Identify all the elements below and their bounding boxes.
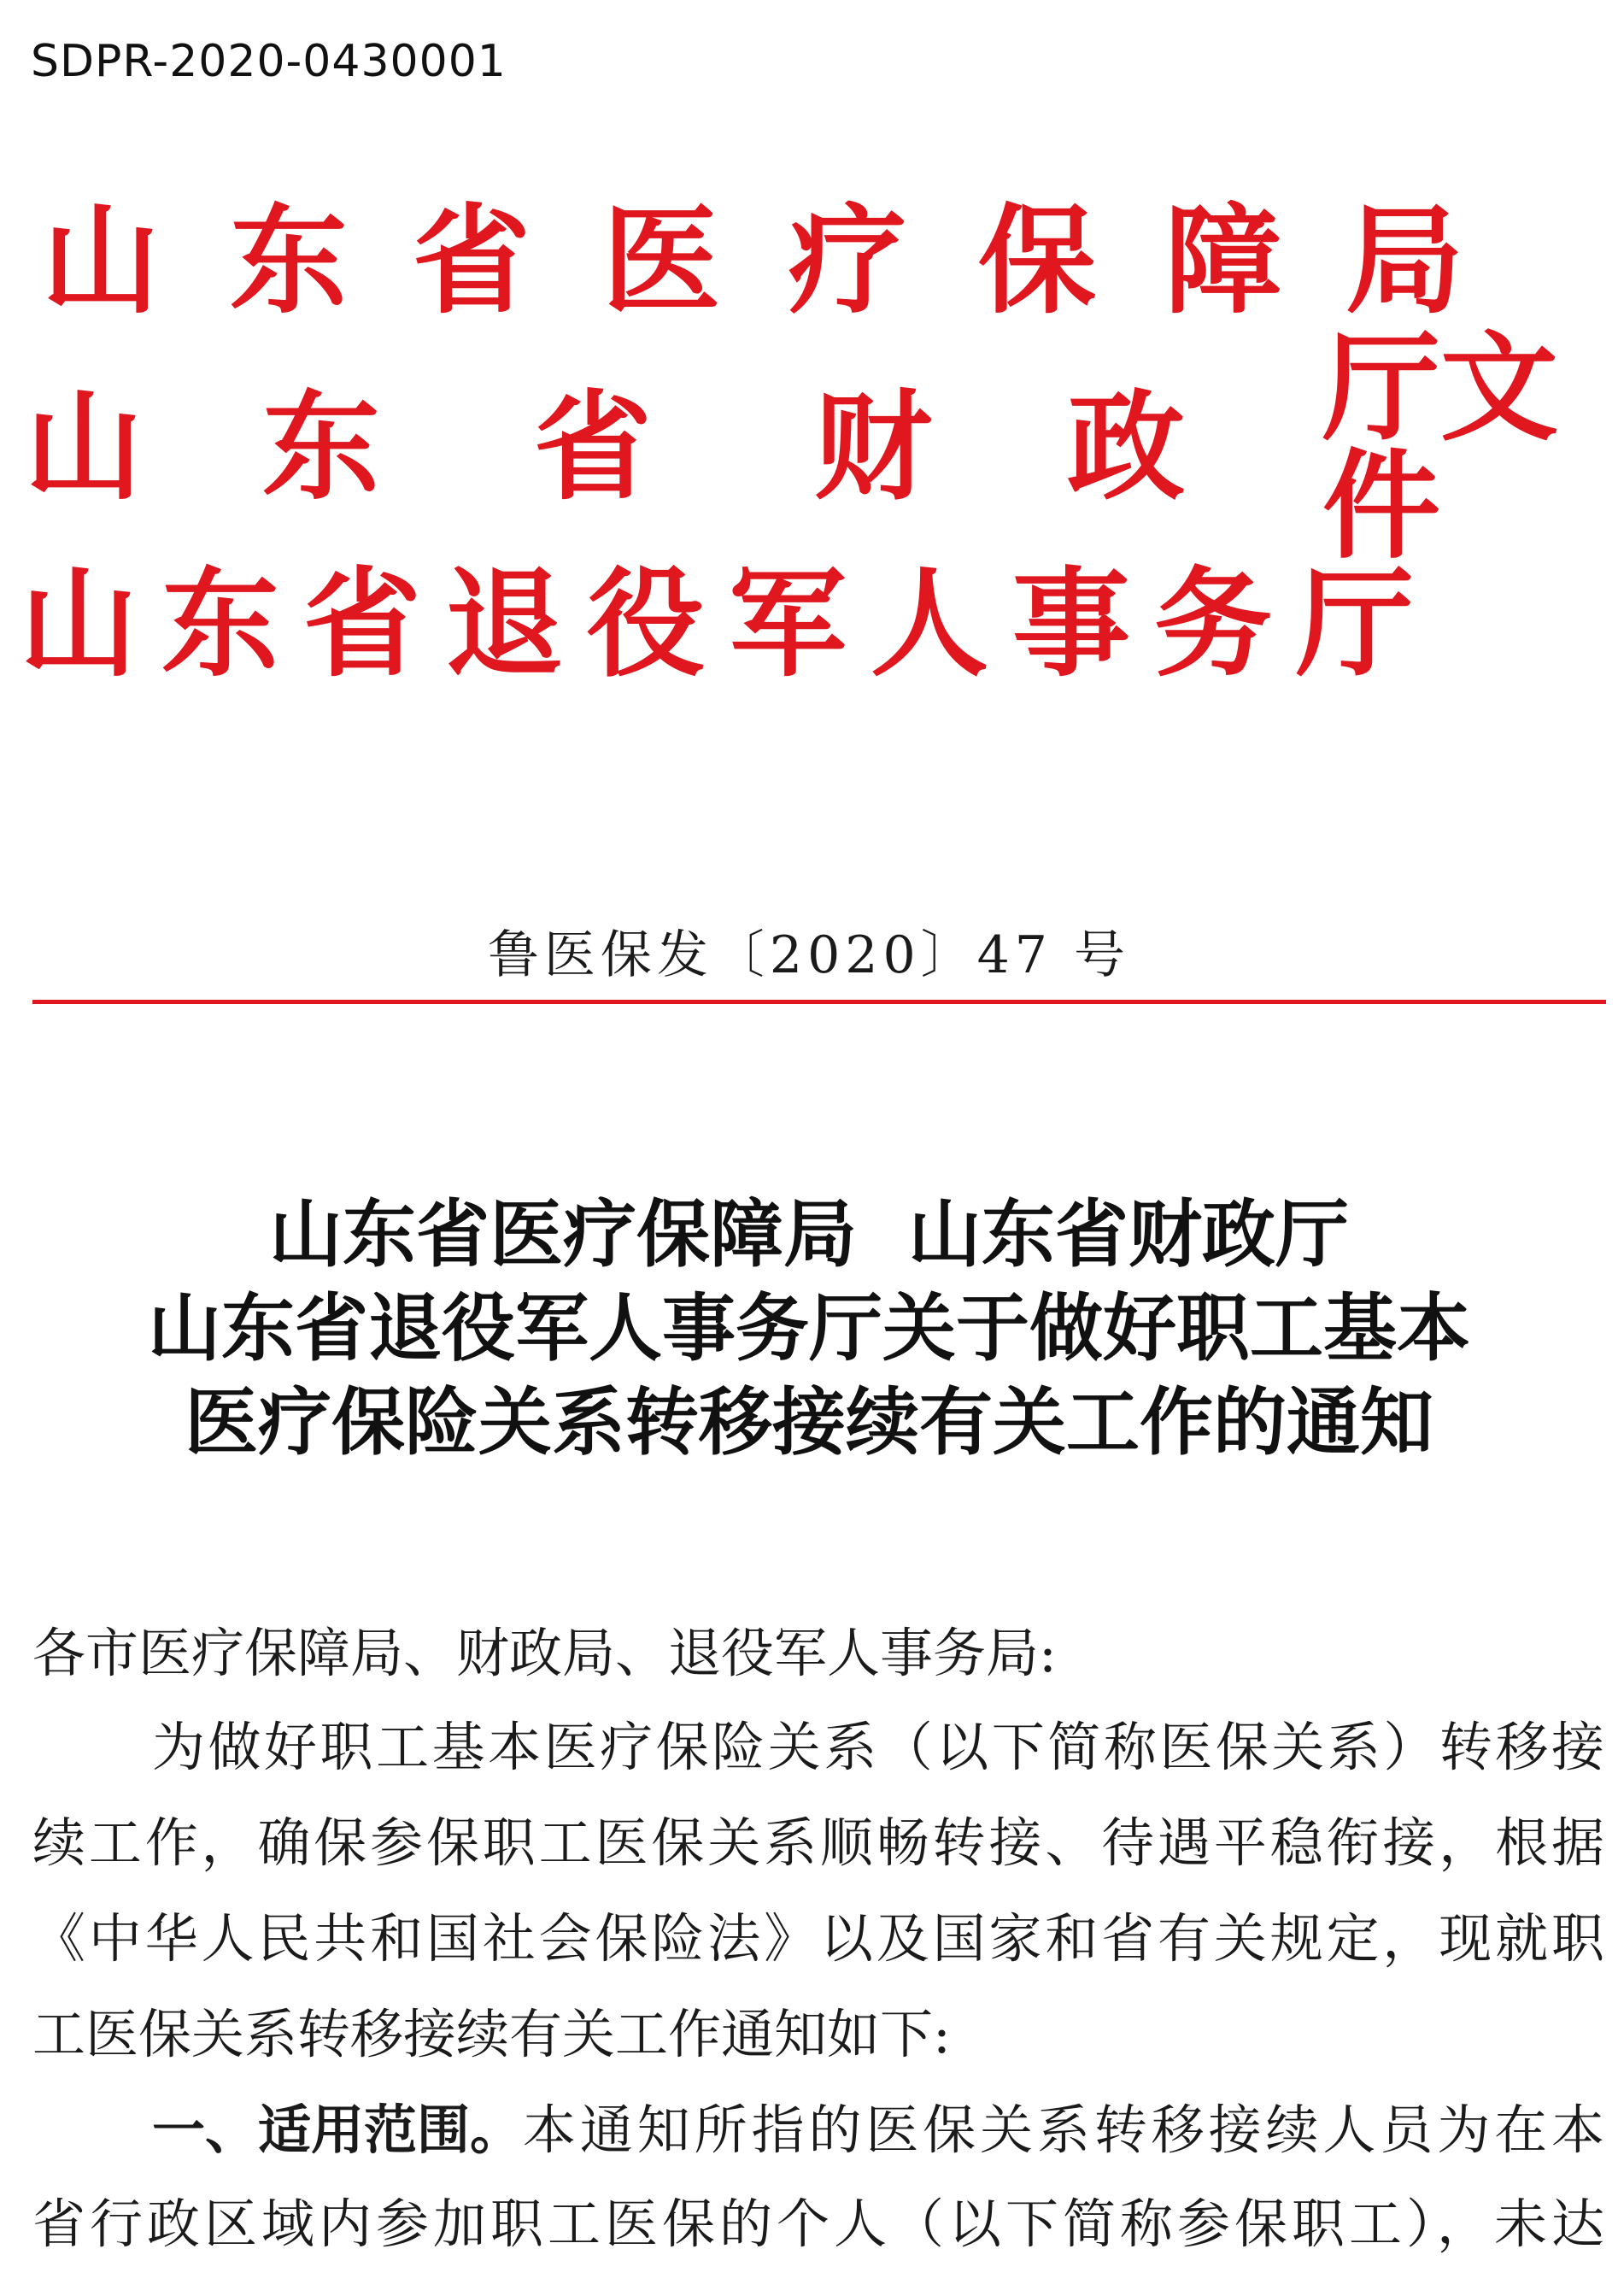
- issuer-char: 省: [302, 554, 421, 693]
- issuer-line-2: [15, 318, 1618, 575]
- title-line-2: 山东省退役军人事务厅关于做好职工基本: [148, 1285, 1470, 1371]
- issuer-char: 东: [261, 377, 380, 516]
- issuer-char: 疗: [788, 191, 906, 330]
- issuer-char: 厅: [1295, 554, 1414, 693]
- issuer-char: 人: [870, 554, 988, 693]
- section-text: 本通知所指的医保关系转移接续人员为在本: [523, 2099, 1604, 2161]
- document-title: [0, 1188, 1618, 1470]
- issuer-char: 厅文件: [1322, 318, 1559, 575]
- issuer-char: 山: [41, 191, 160, 330]
- section-heading: 一、适用范围。: [152, 2099, 524, 2161]
- paragraph-line: 续工作，确保参保职工医保关系顺畅转接、待遇平稳衔接，根据: [32, 1812, 1604, 1874]
- issuer-char: 政: [1066, 377, 1185, 516]
- issuer-char: 障: [1164, 191, 1282, 330]
- document-number: 鲁医保发〔2020〕47 号: [487, 925, 1131, 985]
- issuer-char: 山: [19, 554, 138, 693]
- issuer-line-1: [15, 188, 1490, 333]
- issuer-char: 军: [728, 554, 847, 693]
- issuer-char: 局: [1345, 191, 1463, 330]
- title-line-3: 医疗保险关系转移接续有关工作的通知: [185, 1379, 1433, 1465]
- issuer-line-3: [15, 551, 1418, 696]
- issuer-char: 医: [601, 191, 720, 330]
- title-line-1: 山东省医疗保障局 山东省财政厅: [269, 1191, 1349, 1277]
- issuer-char: 退: [444, 554, 563, 693]
- issuer-char: 东: [161, 554, 279, 693]
- issuer-char: 保: [977, 191, 1096, 330]
- paragraph-line: 工医保关系转移接续有关工作通知如下:: [32, 2003, 951, 2065]
- issuer-char: 事: [1011, 554, 1130, 693]
- red-separator-line: [32, 1000, 1606, 1004]
- salutation: 各市医疗保障局、财政局、退役军人事务局:: [32, 1622, 1057, 1684]
- issuer-char: 东: [229, 191, 348, 330]
- issuer-char: 务: [1153, 554, 1272, 693]
- issuer-char: 役: [586, 554, 705, 693]
- issuer-char: 财: [813, 377, 932, 516]
- issuer-char: 山: [24, 377, 143, 516]
- issuer-char: 省: [412, 191, 531, 330]
- paragraph-line: 省行政区域内参加职工医保的个人（以下简称参保职工），未达: [32, 2193, 1604, 2255]
- document-id: SDPR-2020-0430001: [31, 36, 507, 87]
- paragraph-line: 《中华人民共和国社会保险法》以及国家和省有关规定，现就职: [32, 1907, 1604, 1970]
- section-1-line: [152, 2096, 1604, 2164]
- issuer-char: 省: [533, 377, 652, 516]
- paragraph-line: 为做好职工基本医疗保险关系（以下简称医保关系）转移接: [152, 1716, 1604, 1778]
